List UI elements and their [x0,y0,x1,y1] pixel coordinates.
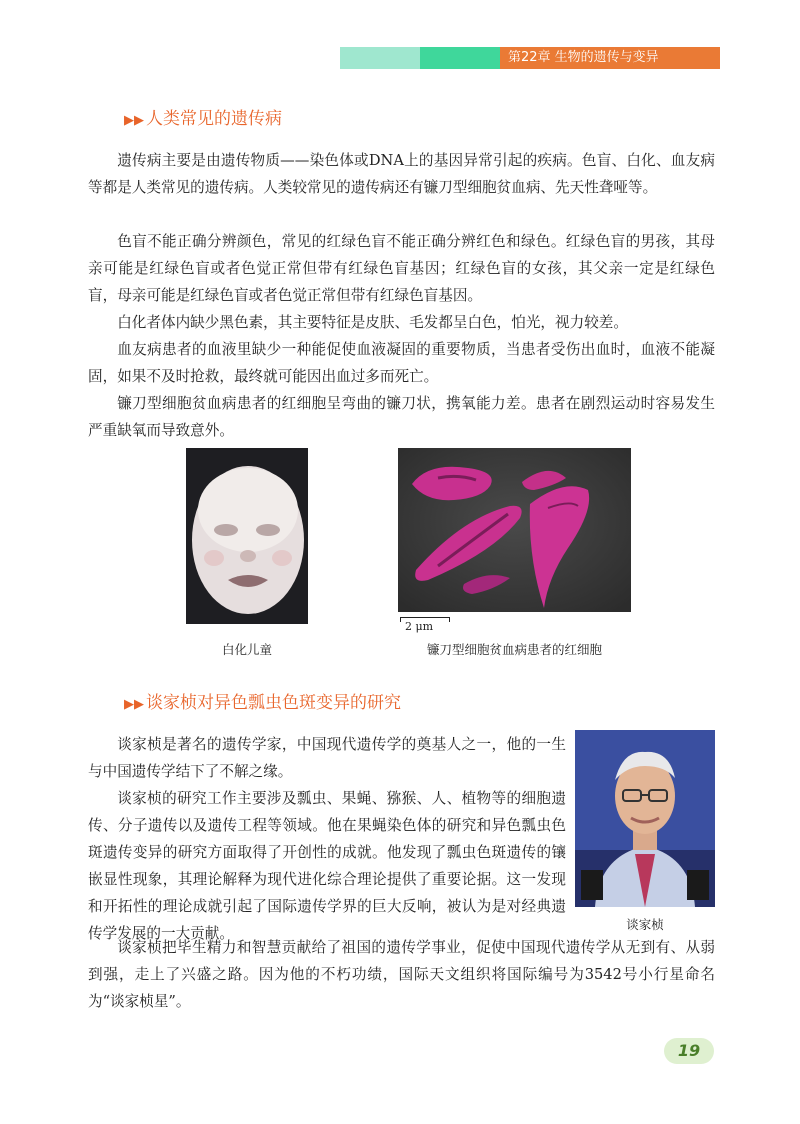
double-triangle-icon: ▶▶ [124,697,144,712]
tan-jiazhen-portrait [575,730,715,907]
paragraph-tan-research: 谈家桢的研究工作主要涉及瓢虫、果蝇、猕猴、人、植物等的细胞遗传、分子遗传以及遗传工程等领域。他在果蝇染色体的研究和异色瓢虫色斑遗传变异的研究方面取得了开创性的成就。他发现了瓢虫色斑遗传的镶嵌显性现象，其理论解释为现代进化综合理论提供了重要论据。这一发现和开拓性的理论成就引起了国际遗传学界的巨大反响，被认为是对经典遗传学发展的一大贡献。 [88,790,566,942]
scale-bar-label: 2 μm [405,620,434,633]
paragraph-albinism: 白化者体内缺少黑色素，其主要特征是皮肤、毛发都呈白色，怕光，视力较差。 [117,314,628,331]
albino-child-caption: 白化儿童 [221,642,272,657]
chapter-header-bar [340,47,720,69]
sickle-cell-micrograph [398,448,631,612]
page-number: 19 [664,1038,714,1064]
albino-child-photo [186,448,308,624]
double-triangle-icon: ▶▶ [124,113,144,128]
chapter-title: 第22章 生物的遗传与变异 [508,50,659,65]
paragraph-hemophilia: 血友病患者的血液里缺少一种能促使血液凝固的重要物质，当患者受伤出血时，血液不能凝固，如果不及时抢救，最终就可能因出血过多而死亡。 [88,341,715,385]
section-title-hereditary-diseases [124,104,282,129]
header-bar-green-segment [420,47,500,69]
section-title-text: 谈家桢对异色瓢虫色斑变异的研究 [146,693,401,713]
header-bar-light-segment [340,47,420,69]
sickle-cell-caption: 镰刀型细胞贫血病患者的红细胞 [426,642,602,657]
paragraph-tan-legacy: 谈家桢把毕生精力和智慧贡献给了祖国的遗传学事业，促使中国现代遗传学从无到有、从弱到强，走上了兴盛之路。因为他的不朽功绩，国际天文组织将国际编号为3542号小行星命名为“谈家桢星”。 [88,939,715,1010]
section-title-tan-jiazhen-research [124,688,401,713]
paragraph-genetic-disease-intro: 遗传病主要是由遗传物质——染色体或DNA上的基因异常引起的疾病。色盲、白化、血友病等都是人类常见的遗传病。人类较常见的遗传病还有镰刀型细胞贫血病、先天性聋哑等。 [88,152,715,196]
portrait-caption: 谈家桢 [626,917,664,932]
paragraph-sickle-cell: 镰刀型细胞贫血病患者的红细胞呈弯曲的镰刀状，携氧能力差。患者在剧烈运动时容易发生严重缺氧而导致意外。 [88,395,715,439]
paragraph-tan-intro: 谈家桢是著名的遗传学家，中国现代遗传学的奠基人之一，他的一生与中国遗传学结下了不解之缘。 [88,736,566,780]
section-title-text: 人类常见的遗传病 [146,109,282,129]
paragraph-color-blindness: 色盲不能正确分辨颜色，常见的红绿色盲不能正确分辨红色和绿色。红绿色盲的男孩，其母亲可能是红绿色盲或者色觉正常但带有红绿色盲基因；红绿色盲的女孩，其父亲一定是红绿色盲，母亲可能是红绿色盲或者色觉正常但带有红绿色盲基因。 [88,233,715,304]
